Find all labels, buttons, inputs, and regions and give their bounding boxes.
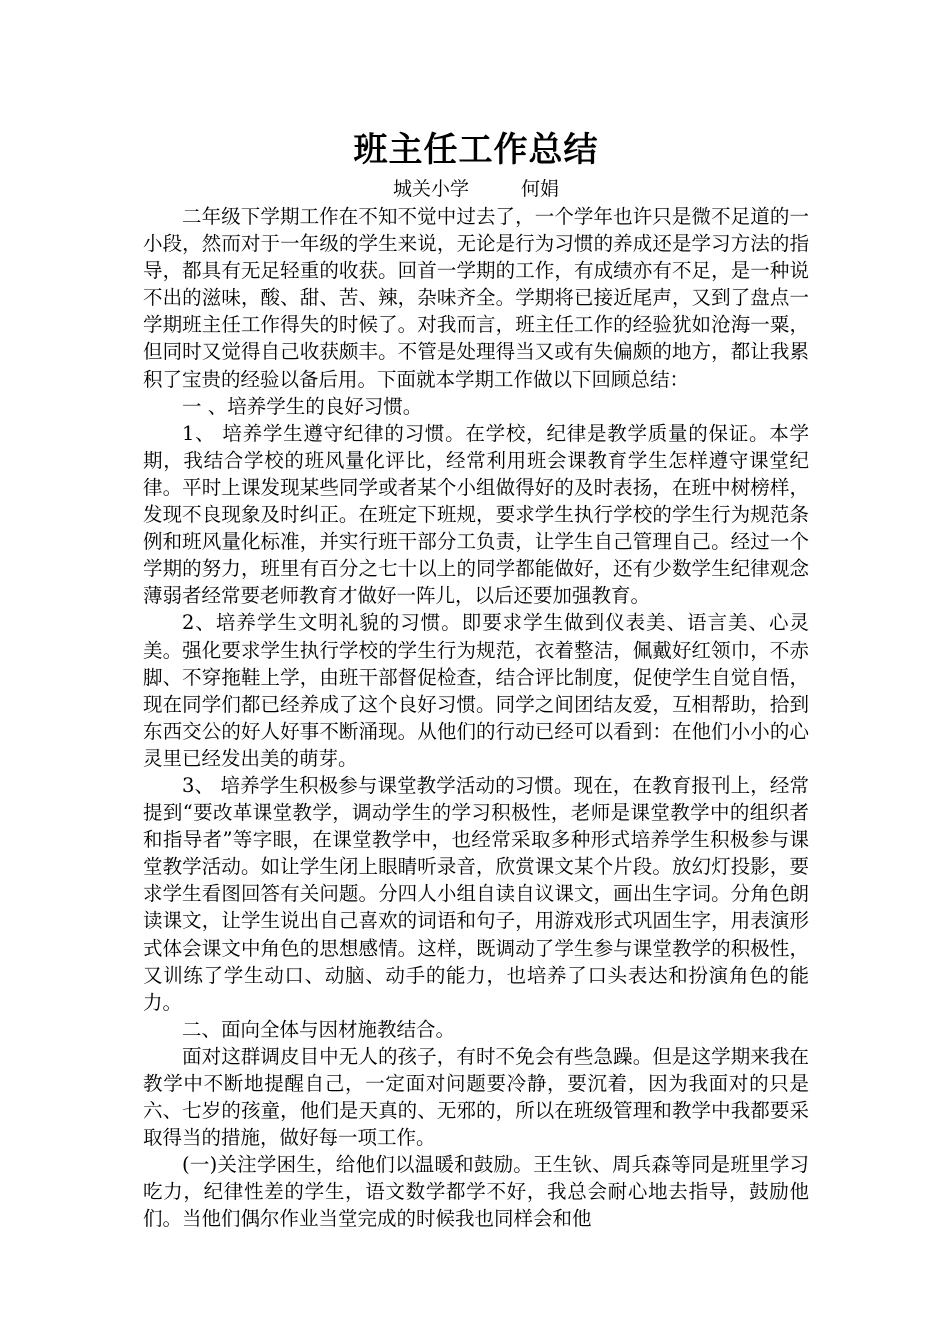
section-heading-teaching: 二、面向全体与因材施教结合。 <box>182 1017 456 1041</box>
school-name: 城关小学 <box>392 178 469 200</box>
author-line <box>143 176 809 203</box>
paragraph-intro: 二年级下学期工作在不知不觉中过去了，一个学年也许只是微不足道的一小段，然而对于一年级的学生来说，无论是行为习惯的养成还是学习方法的指导，都具有无足轻重的收获。回首一学期的工作，有成绩亦有不足，是一种说不出的滋味，酸、甜、苦、辣，杂味齐全。学期将已接近尾声，又到了盘点一学期班主任工作得失的时候了。对我而言，班主任工作的经验犹如沧海一粟，但同时又觉得自己收获颇丰。不管是处理得当又或有失偏颇的地方，都让我累积了宝贵的经验以备后用。下面就本学期工作做以下回顾总结： <box>143 205 809 391</box>
paragraph-struggling-students: (一)关注学困生，给他们以温暖和鼓励。王生钬、周兵森等同是班里学习吃力，纪律性差的学生，语文数学都学不好，我总会耐心地去指导，鼓励他们。当他们偶尔作业当堂完成的时候我也同样会和他 <box>143 1153 809 1231</box>
document-title: 班主任工作总结 <box>353 130 599 170</box>
document-body <box>143 124 809 1233</box>
paragraph-discipline: 1、 培养学生遵守纪律的习惯。在学校，纪律是教学质量的保证。本学期，我结合学校的班风量化评比，经常利用班会课教育学生怎样遵守课堂纪律。平时上课发现某些同学或者某个小组做得好的及时表扬，在班中树榜样，发现不良现象及时纠正。在班定下班规，要求学生执行学校的学生行为规范条例和班风量化标准，并实行班干部分工负责，让学生自己管理自己。经过一个学期的努力，班里有百分之七十以上的同学都能做好，还有少数学生纪律观念薄弱者经常要老师教育才做好一阵儿，以后还要加强教育。 <box>143 421 809 608</box>
author-name: 何娟 <box>521 178 560 200</box>
section-heading-habits: 一 、培养学生的良好习惯。 <box>182 394 423 418</box>
paragraph-manners: 2、培养学生文明礼貌的习惯。即要求学生做到仪表美、语言美、心灵美。强化要求学生执行学校的学生行为规范，衣着整洁，佩戴好红领巾，不赤脚、不穿拖鞋上学，由班干部督促检查，结合评比制度，促使学生自觉自悟，现在同学们都已经养成了这个良好习惯。同学之间团结友爱，互相帮助，拾到东西交公的好人好事不断涌现。从他们的行动已经可以看到：在他们小小的心灵里已经发出美的萌芽。 <box>143 611 809 770</box>
paragraph-patience: 面对这群调皮目中无人的孩子，有时不免会有些急躁。但是这学期来我在教学中不断地提醒自己，一定面对问题要冷静，要沉着，因为我面对的只是六、七岁的孩童，他们是天真的、无邪的，所以在班级管理和教学中我都要采取得当的措施，做好每一项工作。 <box>143 1044 809 1150</box>
paragraph-participation: 3、 培养学生积极参与课堂教学活动的习惯。现在，在教育报刊上，经常提到“要改革课堂教学，调动学生的学习积极性，老师是课堂教学中的组织者和指导者”等字眼，在课堂教学中，也经常采取多种形式培养学生积极参与课堂教学活动。如让学生闭上眼睛听录音，欣赏课文某个片段。放幻灯投影，要求学生看图回答有关问题。分四人小组自读自议课文，画出生字词。分角色朗读课文，让学生说出自己喜欢的词语和句子，用游戏形式巩固生字，用表演形式体会课文中角色的思想感情。这样，既调动了学生参与课堂教学的积极性，又训练了学生动口、动脑、动手的能力，也培养了口头表达和扮演角色的能力。 <box>143 773 809 1014</box>
